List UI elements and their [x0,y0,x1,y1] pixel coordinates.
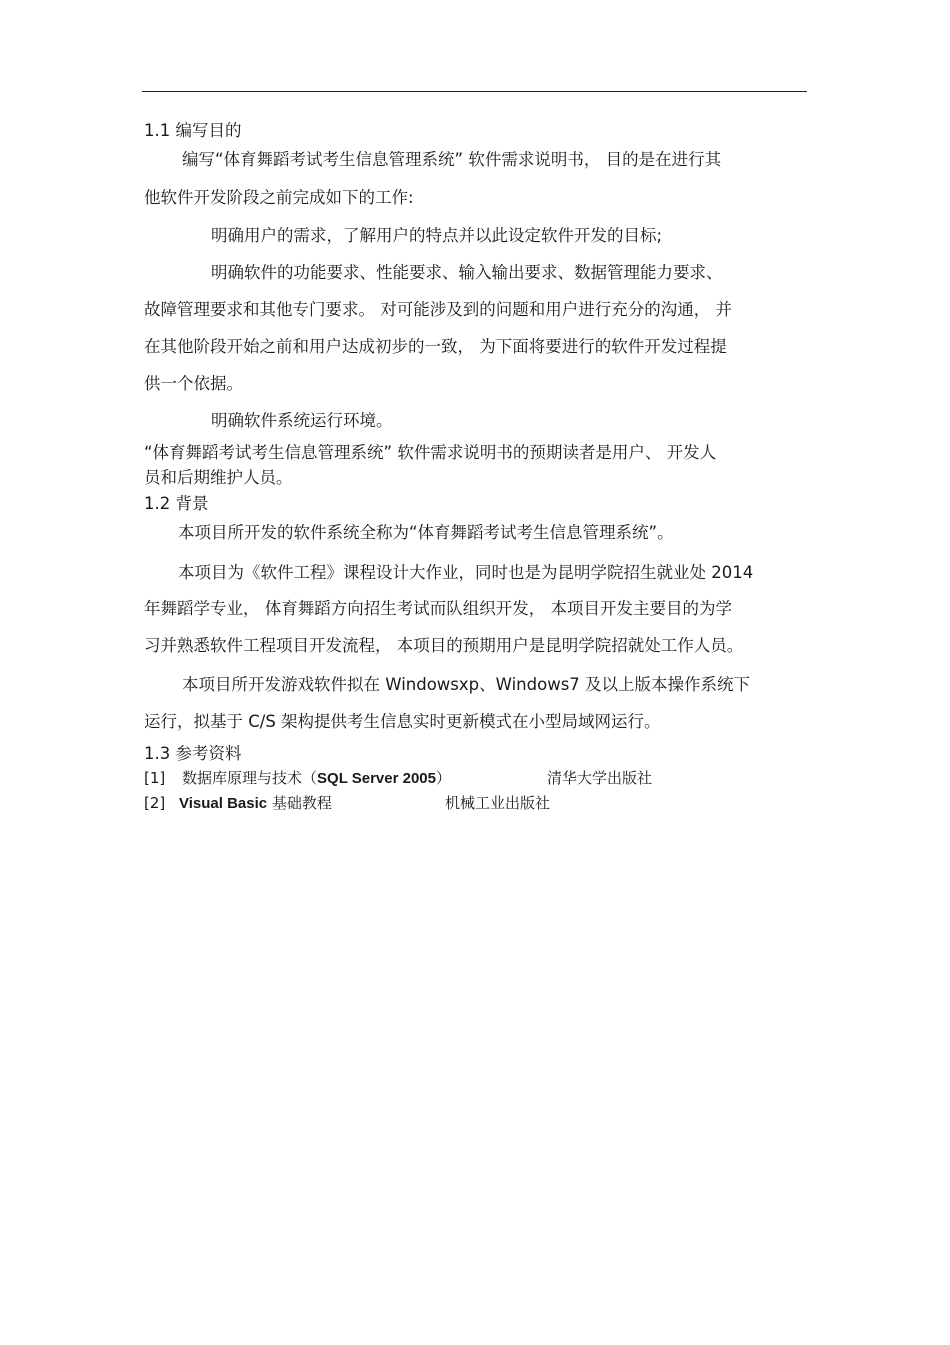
header-rule [142,91,807,92]
paragraph-line: 明确用户的需求，了解用户的特点并以此设定软件开发的目标; [211,226,663,245]
reference-title [179,793,332,814]
paragraph-line: 编写“体育舞蹈考试考生信息管理系统” 软件需求说明书， 目的是在进行其 [182,150,722,169]
paragraph-line: 本项目所开发游戏软件拟在 Windowsxp、Windows7 及以上版本操作系统下 [182,675,751,694]
paragraph-line: 运行，拟基于 C/S 架构提供考生信息实时更新模式在小型局域网运行。 [144,712,661,731]
paragraph-line: 供一个依据。 [144,374,243,393]
reference-publisher: 机械工业出版社 [445,794,551,812]
paragraph-line: 员和后期维护人员。 [144,468,293,487]
paragraph-line: 明确软件的功能要求、性能要求、输入输出要求、数据管理能力要求、 [211,263,723,282]
reference-title-text: 基础教程 [267,794,332,812]
paragraph-line: 本项目所开发的软件系统全称为“体育舞蹈考试考生信息管理系统”。 [178,523,674,542]
section-heading-1-2: 1.2 背景 [144,494,209,513]
paragraph-line: 本项目为《软件工程》课程设计大作业，同时也是为昆明学院招生就业处 2014 [178,563,754,582]
paragraph-line: 他软件开发阶段之前完成如下的工作: [144,188,414,207]
reference-publisher: 清华大学出版社 [547,769,653,787]
reference-title-bold: SQL Server 2005 [317,770,436,787]
paragraph-line: 在其他阶段开始之前和用户达成初步的一致， 为下面将要进行的软件开发过程提 [144,337,727,356]
reference-title [182,768,451,789]
paragraph-line: 习并熟悉软件工程项目开发流程， 本项目的预期用户是昆明学院招就处工作人员。 [144,636,744,655]
section-heading-1-1: 1.1 编写目的 [144,121,242,140]
section-heading-1-3: 1.3 参考资料 [144,744,242,763]
reference-number: [1] [144,769,166,787]
paragraph-line: 明确软件系统运行环境。 [211,411,393,430]
paragraph-line: 故障管理要求和其他专门要求。 对可能涉及到的问题和用户进行充分的沟通， 并 [144,300,732,319]
reference-title-text: ） [436,769,452,787]
paragraph-line: 年舞蹈学专业， 体育舞蹈方向招生考试而队组织开发， 本项目开发主要目的为学 [144,599,732,618]
reference-title-bold: Visual Basic [179,795,268,812]
reference-number: [2] [144,794,166,812]
reference-title-text: 数据库原理与技术（ [182,769,318,787]
paragraph-line: “体育舞蹈考试考生信息管理系统” 软件需求说明书的预期读者是用户、 开发人 [144,443,717,462]
